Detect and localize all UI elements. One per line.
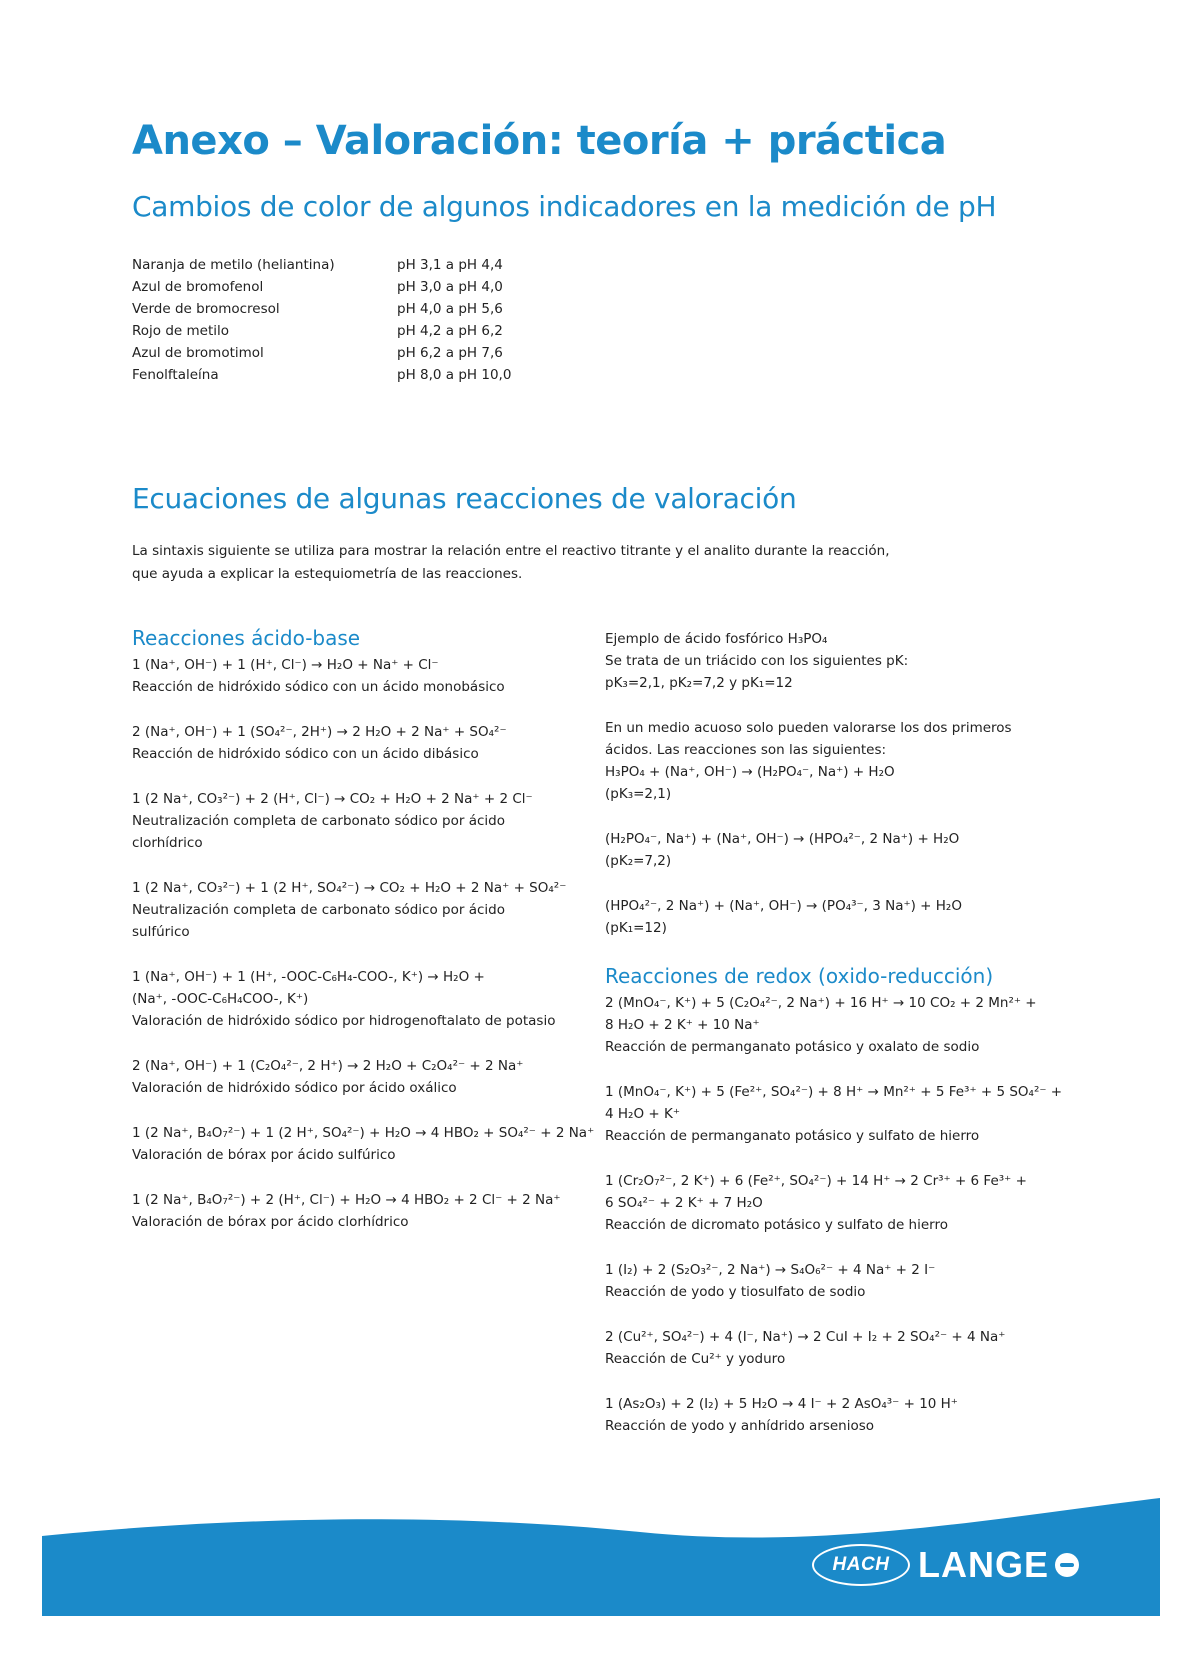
reaction-equation: 1 (Na⁺, OH⁻) + 1 (H⁺, -OOC-C₆H₄-COO-, K⁺) → H₂O +: [132, 969, 485, 985]
phosphoric-block: [605, 895, 1075, 939]
reaction-block: [132, 1122, 602, 1166]
reaction-equation: (H₂PO₄⁻, Na⁺) + (Na⁺, OH⁻) → (HPO₄²⁻, 2 Na⁺) + H₂O: [605, 831, 960, 847]
reaction-description: Reacción de hidróxido sódico con un ácido dibásico: [132, 746, 479, 762]
right-column: [605, 628, 1075, 1460]
reaction-block: [132, 966, 602, 1032]
reaction-block: [132, 1189, 602, 1233]
phosphoric-block: [605, 828, 1075, 872]
table-row: [132, 320, 511, 342]
phosphoric-text: Se trata de un triácido con los siguientes pK:: [605, 653, 909, 669]
table-row: [132, 364, 511, 386]
reaction-equation: 1 (2 Na⁺, B₄O₇²⁻) + 1 (2 H⁺, SO₄²⁻) + H₂O → 4 HBO₂ + SO₄²⁻ + 2 Na⁺: [132, 1125, 595, 1141]
reaction-block: [605, 1170, 1075, 1236]
reaction-description: Neutralización completa de carbonato sódico por ácido: [132, 813, 505, 829]
reaction-equation: 4 H₂O + K⁺: [605, 1106, 680, 1122]
reaction-description: Valoración de hidróxido sódico por hidrogenoftalato de potasio: [132, 1013, 556, 1029]
phosphoric-block: [605, 717, 1075, 805]
indicator-range: pH 4,0 a pH 5,6: [397, 301, 503, 317]
reaction-equation: 8 H₂O + 2 K⁺ + 10 Na⁺: [605, 1017, 760, 1033]
indicator-name: Naranja de metilo (heliantina): [132, 257, 335, 273]
reaction-description: sulfúrico: [132, 924, 190, 940]
reaction-block: [605, 1393, 1075, 1437]
equations-heading: Ecuaciones de algunas reacciones de valoración: [132, 482, 797, 515]
reaction-description: Neutralización completa de carbonato sódico por ácido: [132, 902, 505, 918]
reaction-block: [132, 1055, 602, 1099]
reaction-block: [132, 654, 602, 698]
reaction-description: Reacción de dicromato potásico y sulfato de hierro: [605, 1217, 948, 1233]
reaction-equation: 1 (Na⁺, OH⁻) + 1 (H⁺, Cl⁻) → H₂O + Na⁺ + Cl⁻: [132, 657, 439, 673]
indicator-name: Azul de bromofenol: [132, 279, 264, 295]
indicator-name: Verde de bromocresol: [132, 301, 280, 317]
reaction-description: Valoración de bórax por ácido sulfúrico: [132, 1147, 396, 1163]
indicator-range: pH 6,2 a pH 7,6: [397, 345, 503, 361]
reaction-block: [605, 1081, 1075, 1147]
redox-heading: Reacciones de redox (oxido-reducción): [605, 964, 994, 988]
reaction-description: Reacción de yodo y anhídrido arsenioso: [605, 1418, 875, 1434]
indicators-table: [132, 254, 511, 386]
reaction-block: [605, 1326, 1075, 1370]
reaction-pk: (pK₃=2,1): [605, 786, 672, 802]
table-row: [132, 276, 511, 298]
intro-line: La sintaxis siguiente se utiliza para mostrar la relación entre el reactivo titrante y el analito durante la reacción,: [132, 543, 890, 559]
reaction-equation: 2 (Cu²⁺, SO₄²⁻) + 4 (I⁻, Na⁺) → 2 CuI + I₂ + 2 SO₄²⁻ + 4 Na⁺: [605, 1329, 1006, 1345]
reaction-block: [605, 1259, 1075, 1303]
phosphoric-text: ácidos. Las reacciones son las siguientes:: [605, 742, 887, 758]
reaction-equation: H₃PO₄ + (Na⁺, OH⁻) → (H₂PO₄⁻, Na⁺) + H₂O: [605, 764, 895, 780]
reaction-equation: 2 (Na⁺, OH⁻) + 1 (C₂O₄²⁻, 2 H⁺) → 2 H₂O + C₂O₄²⁻ + 2 Na⁺: [132, 1058, 524, 1074]
reaction-pk: (pK₁=12): [605, 920, 667, 936]
indicator-range: pH 4,2 a pH 6,2: [397, 323, 503, 339]
reaction-description: Valoración de bórax por ácido clorhídrico: [132, 1214, 409, 1230]
equations-intro: [132, 540, 952, 586]
indicator-range: pH 8,0 a pH 10,0: [397, 367, 512, 383]
reaction-equation: 1 (2 Na⁺, CO₃²⁻) + 1 (2 H⁺, SO₄²⁻) → CO₂ + H₂O + 2 Na⁺ + SO₄²⁻: [132, 880, 567, 896]
page-title: Anexo – Valoración: teoría + práctica: [132, 118, 947, 164]
reaction-equation: (HPO₄²⁻, 2 Na⁺) + (Na⁺, OH⁻) → (PO₄³⁻, 3 Na⁺) + H₂O: [605, 898, 962, 914]
reaction-description: Reacción de Cu²⁺ y yoduro: [605, 1351, 786, 1367]
reaction-equation: 1 (2 Na⁺, B₄O₇²⁻) + 2 (H⁺, Cl⁻) + H₂O → 4 HBO₂ + 2 Cl⁻ + 2 Na⁺: [132, 1192, 561, 1208]
reaction-description: Valoración de hidróxido sódico por ácido oxálico: [132, 1080, 457, 1096]
reaction-block: [132, 877, 602, 943]
reaction-equation: 2 (Na⁺, OH⁻) + 1 (SO₄²⁻, 2H⁺) → 2 H₂O + 2 Na⁺ + SO₄²⁻: [132, 724, 507, 740]
hach-logo: HACH: [812, 1544, 910, 1586]
phosphoric-block: [605, 628, 1075, 694]
indicator-range: pH 3,0 a pH 4,0: [397, 279, 503, 295]
reaction-equation: 1 (Cr₂O₇²⁻, 2 K⁺) + 6 (Fe²⁺, SO₄²⁻) + 14 H⁺ → 2 Cr³⁺ + 6 Fe³⁺ +: [605, 1173, 1027, 1189]
phosphoric-text: pK₃=2,1, pK₂=7,2 y pK₁=12: [605, 675, 793, 691]
reaction-block: [132, 788, 602, 854]
reaction-block: [605, 992, 1075, 1058]
reaction-equation: 1 (MnO₄⁻, K⁺) + 5 (Fe²⁺, SO₄²⁻) + 8 H⁺ → Mn²⁺ + 5 Fe³⁺ + 5 SO₄²⁻ +: [605, 1084, 1063, 1100]
reaction-description: clorhídrico: [132, 835, 203, 851]
table-row: [132, 298, 511, 320]
indicators-heading: Cambios de color de algunos indicadores en la medición de pH: [132, 190, 997, 223]
hach-lange-logo: [812, 1544, 1079, 1586]
indicator-name: Fenolftaleína: [132, 367, 219, 383]
lange-mark-icon: [1055, 1553, 1079, 1577]
reaction-pk: (pK₂=7,2): [605, 853, 672, 869]
acid-base-column: [132, 624, 602, 1256]
acid-base-heading: Reacciones ácido-base: [132, 626, 361, 650]
reaction-block: [132, 721, 602, 765]
reaction-equation: 1 (I₂) + 2 (S₂O₃²⁻, 2 Na⁺) → S₄O₆²⁻ + 4 Na⁺ + 2 I⁻: [605, 1262, 936, 1278]
reaction-equation: (Na⁺, -OOC-C₆H₄COO-, K⁺): [132, 991, 309, 1007]
reaction-equation: 2 (MnO₄⁻, K⁺) + 5 (C₂O₄²⁻, 2 Na⁺) + 16 H⁺ → 10 CO₂ + 2 Mn²⁺ +: [605, 995, 1037, 1011]
table-row: [132, 254, 511, 276]
intro-line: que ayuda a explicar la estequiometría de las reacciones.: [132, 566, 523, 582]
reaction-equation: 1 (As₂O₃) + 2 (I₂) + 5 H₂O → 4 I⁻ + 2 AsO₄³⁻ + 10 H⁺: [605, 1396, 958, 1412]
reaction-description: Reacción de hidróxido sódico con un ácido monobásico: [132, 679, 505, 695]
reaction-description: Reacción de permanganato potásico y sulfato de hierro: [605, 1128, 980, 1144]
reaction-equation: 6 SO₄²⁻ + 2 K⁺ + 7 H₂O: [605, 1195, 763, 1211]
reaction-description: Reacción de yodo y tiosulfato de sodio: [605, 1284, 866, 1300]
table-row: [132, 342, 511, 364]
phosphoric-text: En un medio acuoso solo pueden valorarse los dos primeros: [605, 720, 1012, 736]
indicator-range: pH 3,1 a pH 4,4: [397, 257, 503, 273]
reaction-description: Reacción de permanganato potásico y oxalato de sodio: [605, 1039, 980, 1055]
indicator-name: Rojo de metilo: [132, 323, 230, 339]
phosphoric-title: Ejemplo de ácido fosfórico H₃PO₄: [605, 631, 828, 647]
indicator-name: Azul de bromotimol: [132, 345, 264, 361]
lange-logo-text: LANGE: [918, 1544, 1049, 1585]
reaction-equation: 1 (2 Na⁺, CO₃²⁻) + 2 (H⁺, Cl⁻) → CO₂ + H₂O + 2 Na⁺ + 2 Cl⁻: [132, 791, 533, 807]
